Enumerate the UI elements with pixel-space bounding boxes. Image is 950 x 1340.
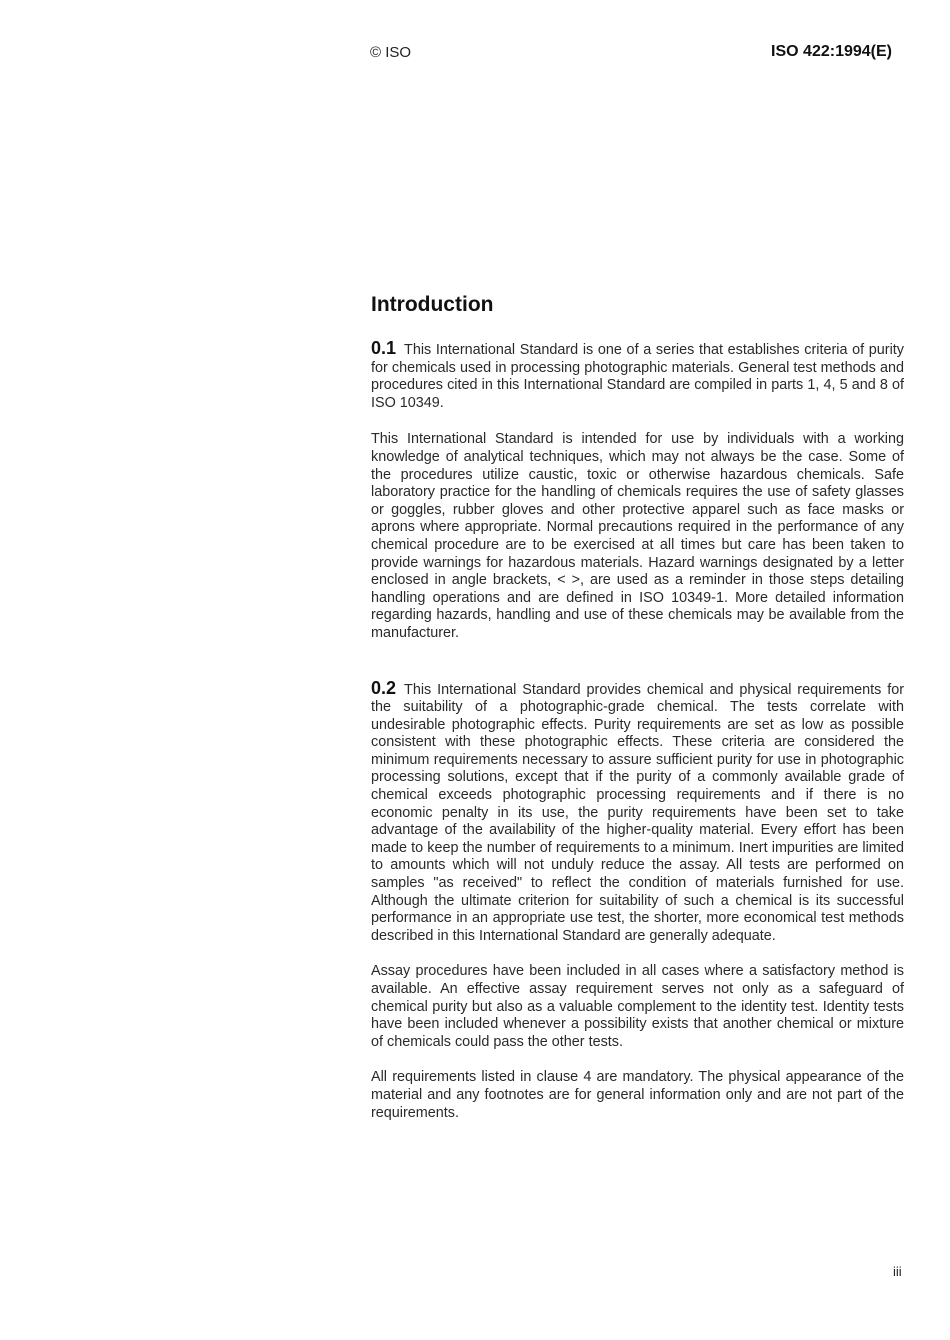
paragraph-text: All requirements listed in clause 4 are mandatory. The physical appearance of the material and any footnotes are for general information only and are not part of the requirements. (371, 1069, 904, 1121)
paragraph-text: This International Standard provides chemical and physical requirements for the suitability of a photographic-grade chemical. The tests correlate with undesirable photographic effects. Purity requirements are set as low as possible consistent with these photographic effects. These criteria are considered the minimum requirements necessary to assure sufficient purity for use in photographic processing solutions, except that if the purity of a commonly available grade of chemical exceeds photographic processing requirements and if there is no economic penalty in its use, the purity requirements have been set to take advantage of the availability of the higher-quality material. Every effort has been made to keep the number of requirements to a minimum. Inert impurities are limited to amounts which will not unduly reduce the assay. All tests are performed on samples "as received" to reflect the condition of materials furnished for use. Although the ultimate criterion for suitability of such a chemical is its successful performance in an appropriate use test, the shorter, more economical test methods described in this International Standard are generally adequate. (371, 681, 904, 944)
paragraph-0-2 (371, 677, 904, 946)
paragraph-text: This International Standard is one of a series that establishes criteria of purity for chemicals used in processing photographic materials. General test methods and procedures cited in this International Standard are compiled in parts 1, 4, 5 and 8 of ISO 10349. (371, 342, 904, 411)
copyright-notice: © ISO (370, 44, 412, 61)
clause-number: 0.1 (371, 338, 397, 358)
main-content (371, 292, 904, 1122)
standard-identifier: ISO 422:1994(E) (771, 43, 892, 60)
clause-number: 0.2 (371, 677, 397, 698)
page-number: iii (893, 1264, 902, 1279)
paragraph-text: Assay procedures have been included in all cases where a satisfactory method is available. An effective assay requirement serves not only as a safeguard of chemical purity but also as a valuable complement to the identity test. Identity tests have been included whenever a possibility exists that another chemical or mixture of chemicals could pass the other tests. (371, 963, 904, 1050)
paragraph-requirements (371, 1069, 904, 1122)
paragraph-0-1 (371, 340, 904, 412)
section-title: Introduction (371, 293, 494, 316)
paragraph-assay (371, 963, 904, 1051)
paragraph-safety (371, 431, 904, 642)
paragraph-text: This International Standard is intended for use by individuals with a working knowledge of analytical techniques, which may not always be the case. Some of the procedures utilize caustic, toxic or otherwise hazardous chemicals. Safe laboratory practice for the handling of chemicals requires the use of safety glasses or goggles, rubber gloves and other protective apparel such as face masks or aprons where appropriate. Normal precautions required in the performance of any chemical procedure are to be exercised at all times but care has been taken to provide warnings for hazardous materials. Hazard warnings designated by a letter enclosed in angle brackets, < >, are used as a reminder in those steps detailing handling operations and are defined in ISO 10349-1. More detailed information regarding hazards, handling and use of these chemicals may be available from the manufacturer. (371, 431, 904, 641)
